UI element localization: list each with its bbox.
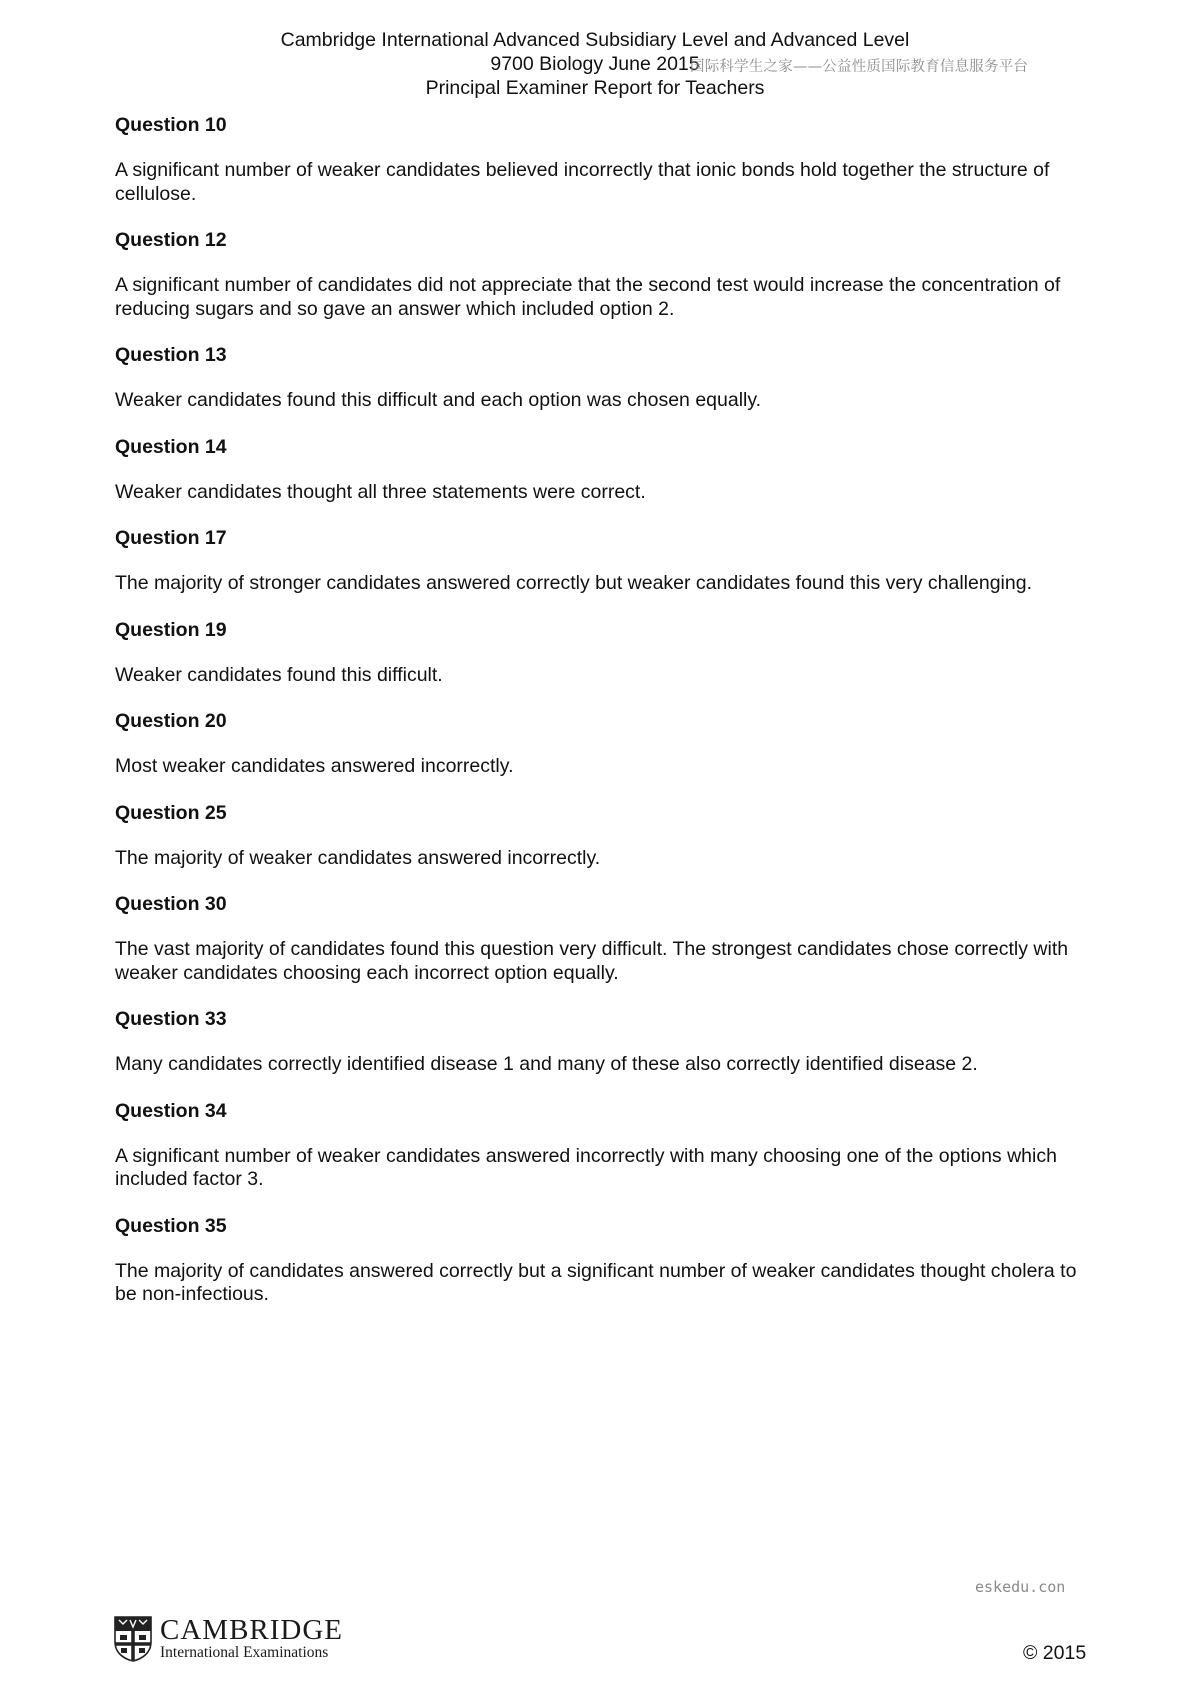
question-title: Question 25 — [115, 801, 227, 824]
header-title: Cambridge International Advanced Subsidiary Level and Advanced Level — [280, 29, 910, 51]
question-block — [115, 1099, 1095, 1192]
question-title: Question 19 — [115, 618, 227, 641]
question-text: The majority of weaker candidates answered incorrectly. — [115, 846, 601, 869]
logo-wordmark: CAMBRIDGE — [160, 1614, 344, 1646]
question-title: Question 12 — [115, 229, 227, 251]
question-text: Most weaker candidates answered incorrectly. — [115, 755, 514, 777]
header-report-title: Principal Examiner Report for Teachers — [425, 77, 765, 99]
question-block — [115, 1214, 1095, 1307]
question-block — [115, 228, 1095, 321]
watermark-top: 国际科学生之家——公益性质国际教育信息服务平台 — [690, 59, 1029, 75]
question-title: Question 13 — [115, 344, 227, 366]
question-text: A significant number of weaker candidates believed incorrectly that ionic bonds hold together the structure of cellulose. — [115, 159, 1050, 205]
question-block — [115, 1007, 1095, 1077]
question-title: Question 20 — [115, 710, 227, 732]
watermark-bottom: eskedu.con — [975, 1578, 1066, 1596]
question-text: The vast majority of candidates found this question very difficult. The strongest candidates chose correctly with weaker candidates choosing each incorrect option equally. — [115, 938, 1069, 984]
logo-subtitle: International Examinations — [160, 1644, 329, 1661]
question-block — [115, 709, 1095, 779]
header-subject: 9700 Biology June 2015 — [490, 53, 700, 75]
question-text: A significant number of candidates did not appreciate that the second test would increase the concentration of reducing sugars and so gave an answer which included option 2. — [115, 274, 1061, 320]
question-block — [115, 435, 1095, 505]
question-text: Weaker candidates thought all three statements were correct. — [115, 480, 646, 503]
question-block — [115, 892, 1095, 985]
cambridge-shield-icon — [114, 1616, 152, 1662]
question-text: The majority of stronger candidates answered correctly but weaker candidates found this very challenging. — [115, 572, 1032, 594]
question-text: The majority of candidates answered correctly but a significant number of weaker candidates thought cholera to be non-infectious. — [115, 1259, 1077, 1305]
question-title: Question 33 — [115, 1008, 227, 1030]
question-title: Question 17 — [115, 527, 227, 549]
question-text: Many candidates correctly identified disease 1 and many of these also correctly identified disease 2. — [115, 1053, 978, 1075]
question-title: Question 34 — [115, 1099, 227, 1122]
question-block — [115, 526, 1095, 596]
question-text: Weaker candidates found this difficult and each option was chosen equally. — [115, 389, 762, 411]
question-title: Question 14 — [115, 435, 227, 458]
question-block — [115, 801, 1095, 871]
question-block — [115, 343, 1095, 413]
questions-content — [115, 113, 1095, 1329]
question-title: Question 35 — [115, 1214, 227, 1237]
question-title: Question 30 — [115, 893, 227, 915]
question-title: Question 10 — [115, 114, 227, 136]
question-block — [115, 113, 1095, 206]
copyright: © 2015 — [1023, 1642, 1087, 1664]
cambridge-logo — [114, 1616, 343, 1662]
question-block — [115, 618, 1095, 688]
question-text: A significant number of weaker candidates answered incorrectly with many choosing one of the options which included factor 3. — [115, 1144, 1057, 1190]
question-text: Weaker candidates found this difficult. — [115, 663, 443, 686]
